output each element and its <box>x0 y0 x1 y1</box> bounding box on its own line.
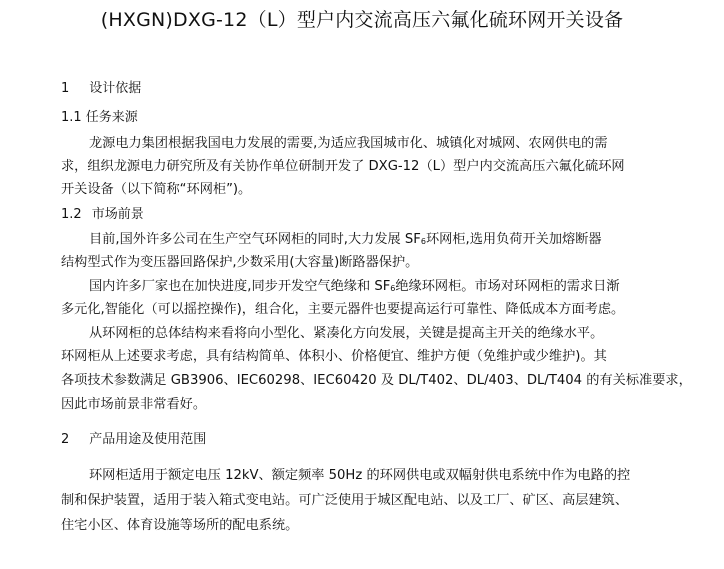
section-number: 2 <box>61 432 70 447</box>
paragraph-line: 环网柜适用于额定电压 12kV、额定频率 50Hz 的环网供电或双幅射供电系统中作为电路的控 <box>89 468 631 483</box>
paragraph-line: 求，组织龙源电力研究所及有关协作单位研制开发了 DXG-12（L）型户内交流高压六氟化硫环网 <box>61 159 625 174</box>
subscript: 6 <box>420 237 426 246</box>
paragraph-line: 从环网柜的总体结构来看将向小型化、紧凑化方向发展，关键是提高主开关的绝缘水平。 <box>89 326 604 341</box>
paragraph-line: 多元化,智能化（可以摇控操作)，组合化，主要元器件也要提高运行可靠性、降低成本方面考虑。 <box>61 302 625 317</box>
section-title: 产品用途及使用范围 <box>89 432 207 447</box>
section-title: 任务来源 <box>85 110 138 125</box>
paragraph-line: 住宅小区、体育设施等场所的配电系统。 <box>61 518 299 533</box>
section-1-2-heading <box>61 205 144 225</box>
section-1-1-heading <box>61 108 138 128</box>
paragraph-line: 结构型式作为变压器回路保护,少数采用(大容量)断路器保护。 <box>61 255 419 270</box>
paragraph-line: 环网柜从上述要求考虑，具有结构简单、体积小、价格便宜、维护方便（免维护或少维护)。其 <box>61 349 607 364</box>
paragraph-line: 各项技术参数满足 GB3906、IEC60298、IEC60420 及 DL/T402、DL/403、DL/T404 的有关标准要求， <box>61 373 692 388</box>
section-2-heading <box>61 430 206 450</box>
paragraph-line: 龙源电力集团根据我国电力发展的需要,为适应我国城市化、城镇化对城网、农网供电的需 <box>89 136 608 151</box>
paragraph-line: 开关设备（以下简称“环网柜”)。 <box>61 182 252 197</box>
subscript: 6 <box>390 284 396 293</box>
section-number: 1.2 <box>61 207 82 222</box>
paragraph-line: 目前,国外许多公司在生产空气环网柜的同时,大力发展 $SF_6$环网柜,选用负荷开关加熔断器 <box>89 232 602 247</box>
section-number: 1 <box>61 81 70 96</box>
section-number: 1.1 <box>61 110 82 125</box>
section-title: 设计依据 <box>89 81 142 96</box>
document-title: (HXGN)DXG-12（L）型户内交流高压六氟化硫环网开关设备 <box>100 9 624 31</box>
paragraph-line: 国内许多厂家也在加快进度,同步开发空气绝缘和 $SF_6$绝缘环网柜。市场对环网柜的需求日渐 <box>89 279 620 294</box>
paragraph-line: 因此市场前景非常看好。 <box>61 397 207 412</box>
section-1-heading <box>61 79 141 99</box>
paragraph-line: 制和保护装置，适用于装入箱式变电站。可广泛使用于城区配电站、以及工厂、矿区、高层建筑、 <box>61 493 629 508</box>
section-title: 市场前景 <box>91 207 144 222</box>
